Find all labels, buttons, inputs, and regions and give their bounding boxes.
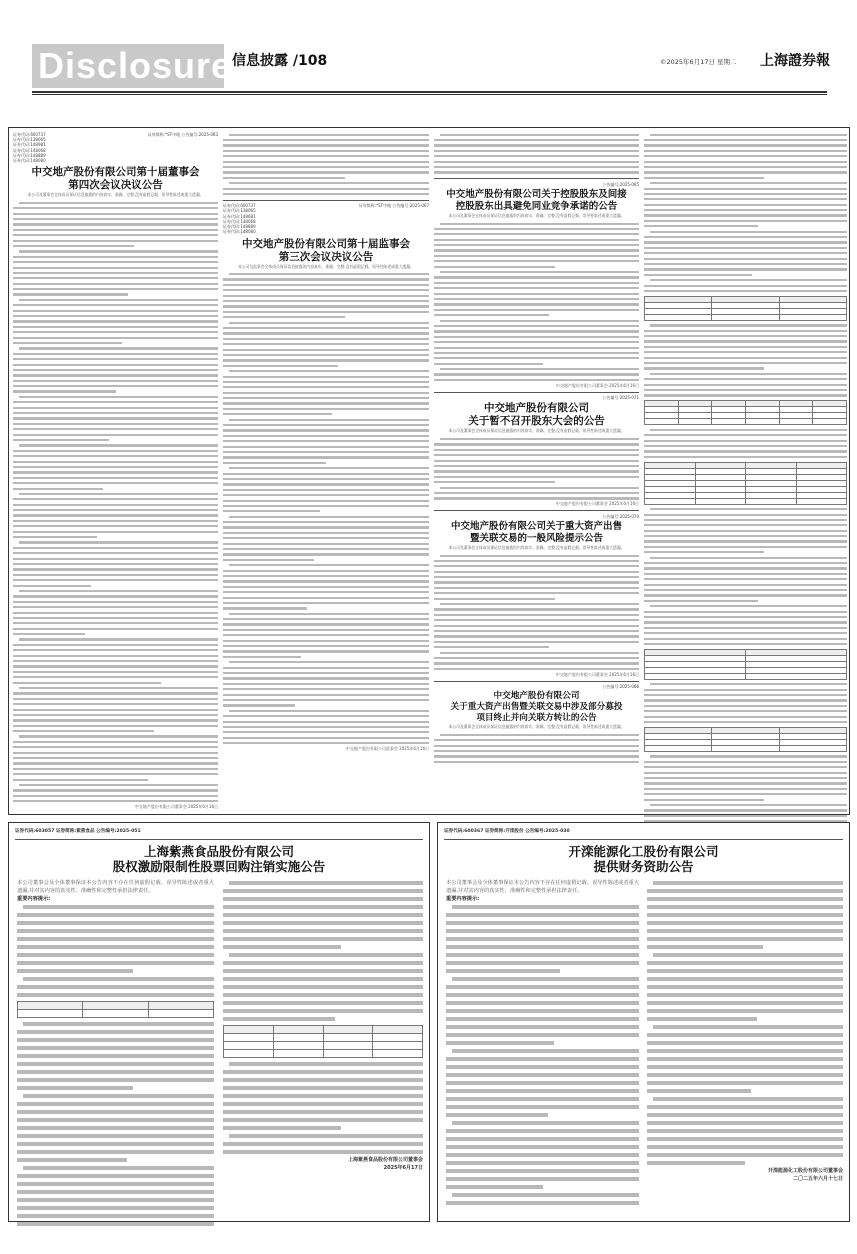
text-line <box>223 935 423 943</box>
bottom-left-body-continued <box>223 879 423 1023</box>
announcement-number: 公告编号:2025-065 <box>602 181 639 187</box>
announcement-number: 公告编号:2025-071 <box>602 395 639 401</box>
text-line <box>446 975 639 983</box>
text-line <box>647 1039 843 1047</box>
announcement-meta: 证券代码:600367 证券简称:开滦股份 公告编号:2025-030 <box>444 829 570 834</box>
key-points-heading: 重要内容提示: <box>17 896 51 902</box>
text-line <box>647 1015 843 1023</box>
issue-date: ©2025年6月17日 星期二 <box>660 58 737 66</box>
text-line <box>223 1100 423 1108</box>
text-line <box>223 967 423 975</box>
text-line <box>446 951 639 959</box>
article6-statement: 本公司及董事会全体成员保证信息披露的内容真实、准确、完整,没有虚假记载、误导性陈述或重大遗漏。 <box>448 724 625 730</box>
text-line <box>446 967 639 975</box>
text-line <box>223 919 423 927</box>
text-line <box>17 1076 214 1084</box>
text-line <box>446 1023 639 1031</box>
text-line <box>434 170 639 175</box>
text-line <box>446 1119 639 1127</box>
text-line <box>446 983 639 991</box>
text-line <box>17 967 214 975</box>
text-line <box>13 799 218 804</box>
text-line <box>647 1143 843 1151</box>
text-line <box>17 1140 214 1148</box>
text-line <box>446 1191 639 1199</box>
text-line <box>446 1071 639 1079</box>
article3-title: 中交地产股份有限公司关于控股股东及间接 <box>446 188 627 200</box>
text-line <box>17 1044 214 1052</box>
article4-signature: 中交地产股份有限公司董事会 2025年6月16日 <box>555 501 639 507</box>
text-line <box>17 1060 214 1068</box>
text-line <box>17 951 214 959</box>
security-code: 证券代码:148681 <box>223 213 256 219</box>
bottom-left-column-1 <box>17 879 214 1217</box>
text-line <box>223 1092 423 1100</box>
text-line <box>223 1116 423 1124</box>
text-line <box>647 927 843 935</box>
article2-body <box>223 272 429 746</box>
article1-title: 第四次会议决议公告 <box>68 179 163 192</box>
text-line <box>446 1143 639 1151</box>
financial-table <box>644 400 847 425</box>
article5-title: 中交地产股份有限公司关于重大资产出售 <box>450 520 622 532</box>
text-line <box>647 1111 843 1119</box>
text-line <box>223 927 423 935</box>
header-rule <box>32 91 827 93</box>
text-line <box>223 740 429 745</box>
text-line <box>647 1079 843 1087</box>
text-line <box>647 1151 843 1159</box>
bottom-left-announcement <box>8 822 430 1222</box>
text-line <box>446 935 639 943</box>
text-line <box>223 959 423 967</box>
text-line <box>17 1156 214 1164</box>
text-line <box>446 1079 639 1087</box>
column-2 <box>223 132 429 812</box>
text-line <box>647 983 843 991</box>
article6-body-continued <box>644 427 847 459</box>
text-line <box>223 983 423 991</box>
security-code: 证券代码:138065 <box>13 137 46 143</box>
text-line <box>223 895 423 903</box>
security-code: 证券代码:148080 <box>223 229 256 235</box>
text-line <box>647 1071 843 1079</box>
security-code: 证券代码:148068 <box>223 218 256 224</box>
text-line <box>17 1028 214 1036</box>
text-line <box>647 1135 843 1143</box>
bottom-left-column-2 <box>223 879 423 1217</box>
bottom-right-date: 二〇二五年六月十七日 <box>792 1176 843 1182</box>
text-line <box>223 999 423 1007</box>
text-line <box>647 1007 843 1015</box>
text-line <box>446 1015 639 1023</box>
text-line <box>446 1167 639 1175</box>
column-4 <box>644 132 847 812</box>
text-line <box>446 911 639 919</box>
text-line <box>644 454 847 459</box>
bottom-right-body <box>446 903 639 1207</box>
text-line <box>17 959 214 967</box>
article3-title: 控股股东出具避免同业竞争承诺的公告 <box>455 200 618 212</box>
bottom-right-signature: 开滦能源化工股份有限公司董事会 <box>767 1168 843 1174</box>
text-line <box>223 911 423 919</box>
financial-table <box>644 727 847 752</box>
text-line <box>446 1159 639 1167</box>
bottom-left-body <box>17 903 214 999</box>
bottom-left-body-continued <box>223 1060 423 1156</box>
text-line <box>17 935 214 943</box>
text-line <box>17 919 214 927</box>
text-line <box>223 975 423 983</box>
security-code: 证券代码:148080 <box>13 158 46 164</box>
article6-body-continued <box>644 682 847 725</box>
text-line <box>647 951 843 959</box>
text-line <box>17 911 214 919</box>
bottom-right-statement: 本公司董事会及全体董事保证本公告内容不存在任何虚假记载、误导性陈述或者重大遗漏,并对其内容的真实性、准确性和完整性承担法律责任。 <box>446 880 639 894</box>
text-line <box>647 1055 843 1063</box>
text-line <box>446 1087 639 1095</box>
text-line <box>223 1076 423 1084</box>
article3-statement: 本公司及董事会全体成员保证信息披露的内容真实、准确、完整,没有虚假记载、误导性陈述或重大遗漏。 <box>448 212 625 218</box>
text-line <box>17 1124 214 1132</box>
text-line <box>446 1175 639 1183</box>
text-line <box>647 999 843 1007</box>
share-table <box>17 1001 214 1018</box>
text-line <box>223 903 423 911</box>
bottom-left-title: 上海紫燕食品股份有限公司 <box>143 844 294 859</box>
article5-signature: 中交地产股份有限公司董事会 2025年6月16日 <box>555 671 639 677</box>
text-line <box>647 1031 843 1039</box>
key-points-heading: 重要内容提示: <box>446 896 480 902</box>
security-code: 证券代码:600737 <box>223 203 256 209</box>
article3-body <box>434 221 639 383</box>
text-line <box>446 903 639 911</box>
text-line <box>446 1039 639 1047</box>
announcement-number: 证券简称:*ST中地 公告编号:2025-067 <box>358 203 429 209</box>
article2-meta <box>223 203 429 234</box>
text-line <box>446 1151 639 1159</box>
text-line <box>446 1031 639 1039</box>
article4-title: 中交地产股份有限公司 <box>484 402 589 415</box>
article2-statement: 本公司及监事会全体成员保证信息披露的内容真实、准确、完整,没有虚假记载、误导性陈述或重大遗漏。 <box>238 263 414 269</box>
text-line <box>647 1103 843 1111</box>
text-line <box>446 1135 639 1143</box>
security-code: 证券代码:600737 <box>13 132 46 137</box>
text-line <box>17 1132 214 1140</box>
text-line <box>223 1007 423 1015</box>
text-line <box>17 1148 214 1156</box>
announcement-number: 证券简称:*ST中地 公告编号:2025-063 <box>147 132 218 137</box>
text-line <box>446 999 639 1007</box>
header-rule-thin <box>32 94 827 95</box>
text-line <box>223 991 423 999</box>
article2-title: 第三次会议决议公告 <box>278 250 374 263</box>
text-line <box>647 1159 843 1167</box>
text-line <box>17 1204 214 1212</box>
bottom-left-statement: 本公司董事会及全体董事保证本公告内容不存在任何虚假记载、误导性陈述或者重大遗漏,并对其内容的真实性、准确性和完整性承担法律责任。 <box>17 880 214 894</box>
article6-title: 中交地产股份有限公司 <box>493 691 580 702</box>
text-line <box>647 1119 843 1127</box>
bottom-left-body <box>17 1020 214 1228</box>
text-line <box>446 1047 639 1055</box>
bottom-right-announcement <box>437 822 850 1222</box>
text-line <box>17 1172 214 1180</box>
text-line <box>446 1103 639 1111</box>
text-line <box>644 719 847 724</box>
text-line <box>223 1124 423 1132</box>
bottom-right-title: 开滦能源化工股份有限公司 <box>568 844 719 859</box>
article4-body <box>434 436 639 501</box>
text-line <box>17 1100 214 1108</box>
text-line <box>223 191 429 196</box>
text-line <box>17 1180 214 1188</box>
text-line <box>647 919 843 927</box>
article6-body-continued <box>644 507 847 647</box>
text-line <box>647 1095 843 1103</box>
bottom-right-title: 提供财务资助公告 <box>593 859 694 874</box>
article6-body-continued <box>644 132 847 294</box>
article1-body <box>13 200 218 804</box>
security-code: 证券代码:148981 <box>13 142 46 148</box>
share-change-table <box>223 1025 423 1058</box>
text-line <box>223 943 423 951</box>
announcement-number: 公告编号:2025-070 <box>602 513 639 519</box>
text-line <box>17 975 214 983</box>
text-line <box>223 1060 423 1068</box>
text-line <box>17 983 214 991</box>
text-line <box>647 1063 843 1071</box>
text-line <box>17 1084 214 1092</box>
text-line <box>446 1183 639 1191</box>
text-line <box>446 991 639 999</box>
text-line <box>647 991 843 999</box>
text-line <box>17 1116 214 1124</box>
text-line <box>223 1148 423 1156</box>
text-line <box>446 1199 639 1207</box>
article1-body-continued <box>223 132 429 197</box>
article5-body <box>434 553 639 672</box>
text-line <box>223 1068 423 1076</box>
text-line <box>647 975 843 983</box>
text-line <box>434 666 639 671</box>
financial-table <box>644 462 847 505</box>
masthead-logo: Disclosure <box>32 44 224 88</box>
text-line <box>446 919 639 927</box>
text-line <box>17 1196 214 1204</box>
article6-title: 关于重大资产出售暨关联交易中涉及部分募投 <box>450 702 623 713</box>
column-3 <box>434 132 639 812</box>
text-line <box>17 1164 214 1172</box>
article1-signature: 中交地产股份有限公司董事会 2025年6月16日 <box>134 803 218 809</box>
security-code: 证券代码:148889 <box>13 152 46 158</box>
text-line <box>644 641 847 646</box>
text-line <box>446 1007 639 1015</box>
text-line <box>446 1055 639 1063</box>
text-line <box>446 943 639 951</box>
text-line <box>17 991 214 999</box>
article2-signature: 中交地产股份有限公司监事会 2025年6月16日 <box>345 745 429 751</box>
text-line <box>446 1095 639 1103</box>
announcement-meta: 证券代码:603057 证券简称:紫燕食品 公告编号:2025-051 <box>15 829 141 834</box>
text-line <box>17 927 214 935</box>
text-line <box>647 967 843 975</box>
text-line <box>17 1052 214 1060</box>
text-line <box>647 911 843 919</box>
bottom-left-date: 2025年6月17日 <box>383 1165 423 1171</box>
article6-body <box>434 732 639 764</box>
text-line <box>647 895 843 903</box>
bottom-left-title: 股权激励限制性股票回购注销实施公告 <box>112 859 326 874</box>
text-line <box>647 1127 843 1135</box>
security-code: 证券代码:138065 <box>223 208 256 214</box>
announcement-number: 公告编号:2025-066 <box>602 684 639 690</box>
article3-signature: 中交地产股份有限公司董事会 2025年6月16日 <box>555 382 639 388</box>
text-line <box>647 1047 843 1055</box>
newspaper-name: 上海證券報 <box>760 53 830 69</box>
article4-title: 关于暂不召开股东大会的公告 <box>468 415 605 428</box>
text-line <box>644 288 847 293</box>
article1-title: 中交地产股份有限公司第十届董事会 <box>31 166 200 179</box>
bottom-right-column-2 <box>647 879 843 1217</box>
text-line <box>446 1063 639 1071</box>
text-line <box>647 903 843 911</box>
text-line <box>223 1015 423 1023</box>
bottom-left-signature: 上海紫燕食品股份有限公司董事会 <box>347 1157 423 1163</box>
article2-body-continued <box>434 132 639 175</box>
text-line <box>17 1212 214 1220</box>
text-line <box>647 943 843 951</box>
text-line <box>434 759 639 764</box>
article5-title: 暨关联交易的一般风险提示公告 <box>469 532 603 544</box>
text-line <box>17 1020 214 1028</box>
article5-statement: 本公司及董事会全体成员保证信息披露的内容真实、准确、完整,没有虚假记载、误导性陈述或重大遗漏。 <box>448 544 625 550</box>
financial-table <box>644 649 847 680</box>
text-line <box>223 879 423 887</box>
column-1 <box>13 132 218 812</box>
security-code: 证券代码:148889 <box>223 224 256 230</box>
text-line <box>223 1132 423 1140</box>
section-title: 信息披露 /108 <box>232 53 328 69</box>
text-line <box>647 935 843 943</box>
text-line <box>17 1092 214 1100</box>
text-line <box>446 959 639 967</box>
text-line <box>17 1188 214 1196</box>
text-line <box>223 951 423 959</box>
text-line <box>223 1108 423 1116</box>
text-line <box>647 887 843 895</box>
text-line <box>223 887 423 895</box>
text-line <box>644 393 847 398</box>
text-line <box>647 879 843 887</box>
top-announcement-block <box>8 127 850 815</box>
article1-statement: 本公司及董事会全体成员保证信息披露的内容真实、准确、完整,没有虚假记载、误导性陈述或重大遗漏。 <box>27 192 204 198</box>
text-line <box>223 1140 423 1148</box>
text-line <box>17 1220 214 1228</box>
financial-table <box>644 296 847 321</box>
text-line <box>647 1023 843 1031</box>
text-line <box>647 1087 843 1095</box>
text-line <box>446 927 639 935</box>
security-code: 证券代码:148068 <box>13 147 46 153</box>
bottom-right-column-1 <box>446 879 639 1217</box>
text-line <box>446 1111 639 1119</box>
bottom-right-body-continued <box>647 879 843 1167</box>
article4-statement: 本公司及董事会全体成员保证信息披露的内容真实、准确、完整,没有虚假记载、误导性陈述或重大遗漏。 <box>448 428 625 434</box>
text-line <box>17 903 214 911</box>
text-line <box>446 1127 639 1135</box>
text-line <box>17 1036 214 1044</box>
text-line <box>223 1084 423 1092</box>
text-line <box>17 943 214 951</box>
text-line <box>434 377 639 382</box>
text-line <box>647 959 843 967</box>
text-line <box>17 1068 214 1076</box>
article2-title: 中交地产股份有限公司第十届监事会 <box>242 237 410 250</box>
article1-meta <box>13 132 218 163</box>
text-line <box>434 496 639 501</box>
article6-body-continued <box>644 323 847 398</box>
text-line <box>17 1108 214 1116</box>
article6-title: 项目终止并向关联方转让的公告 <box>476 713 597 724</box>
